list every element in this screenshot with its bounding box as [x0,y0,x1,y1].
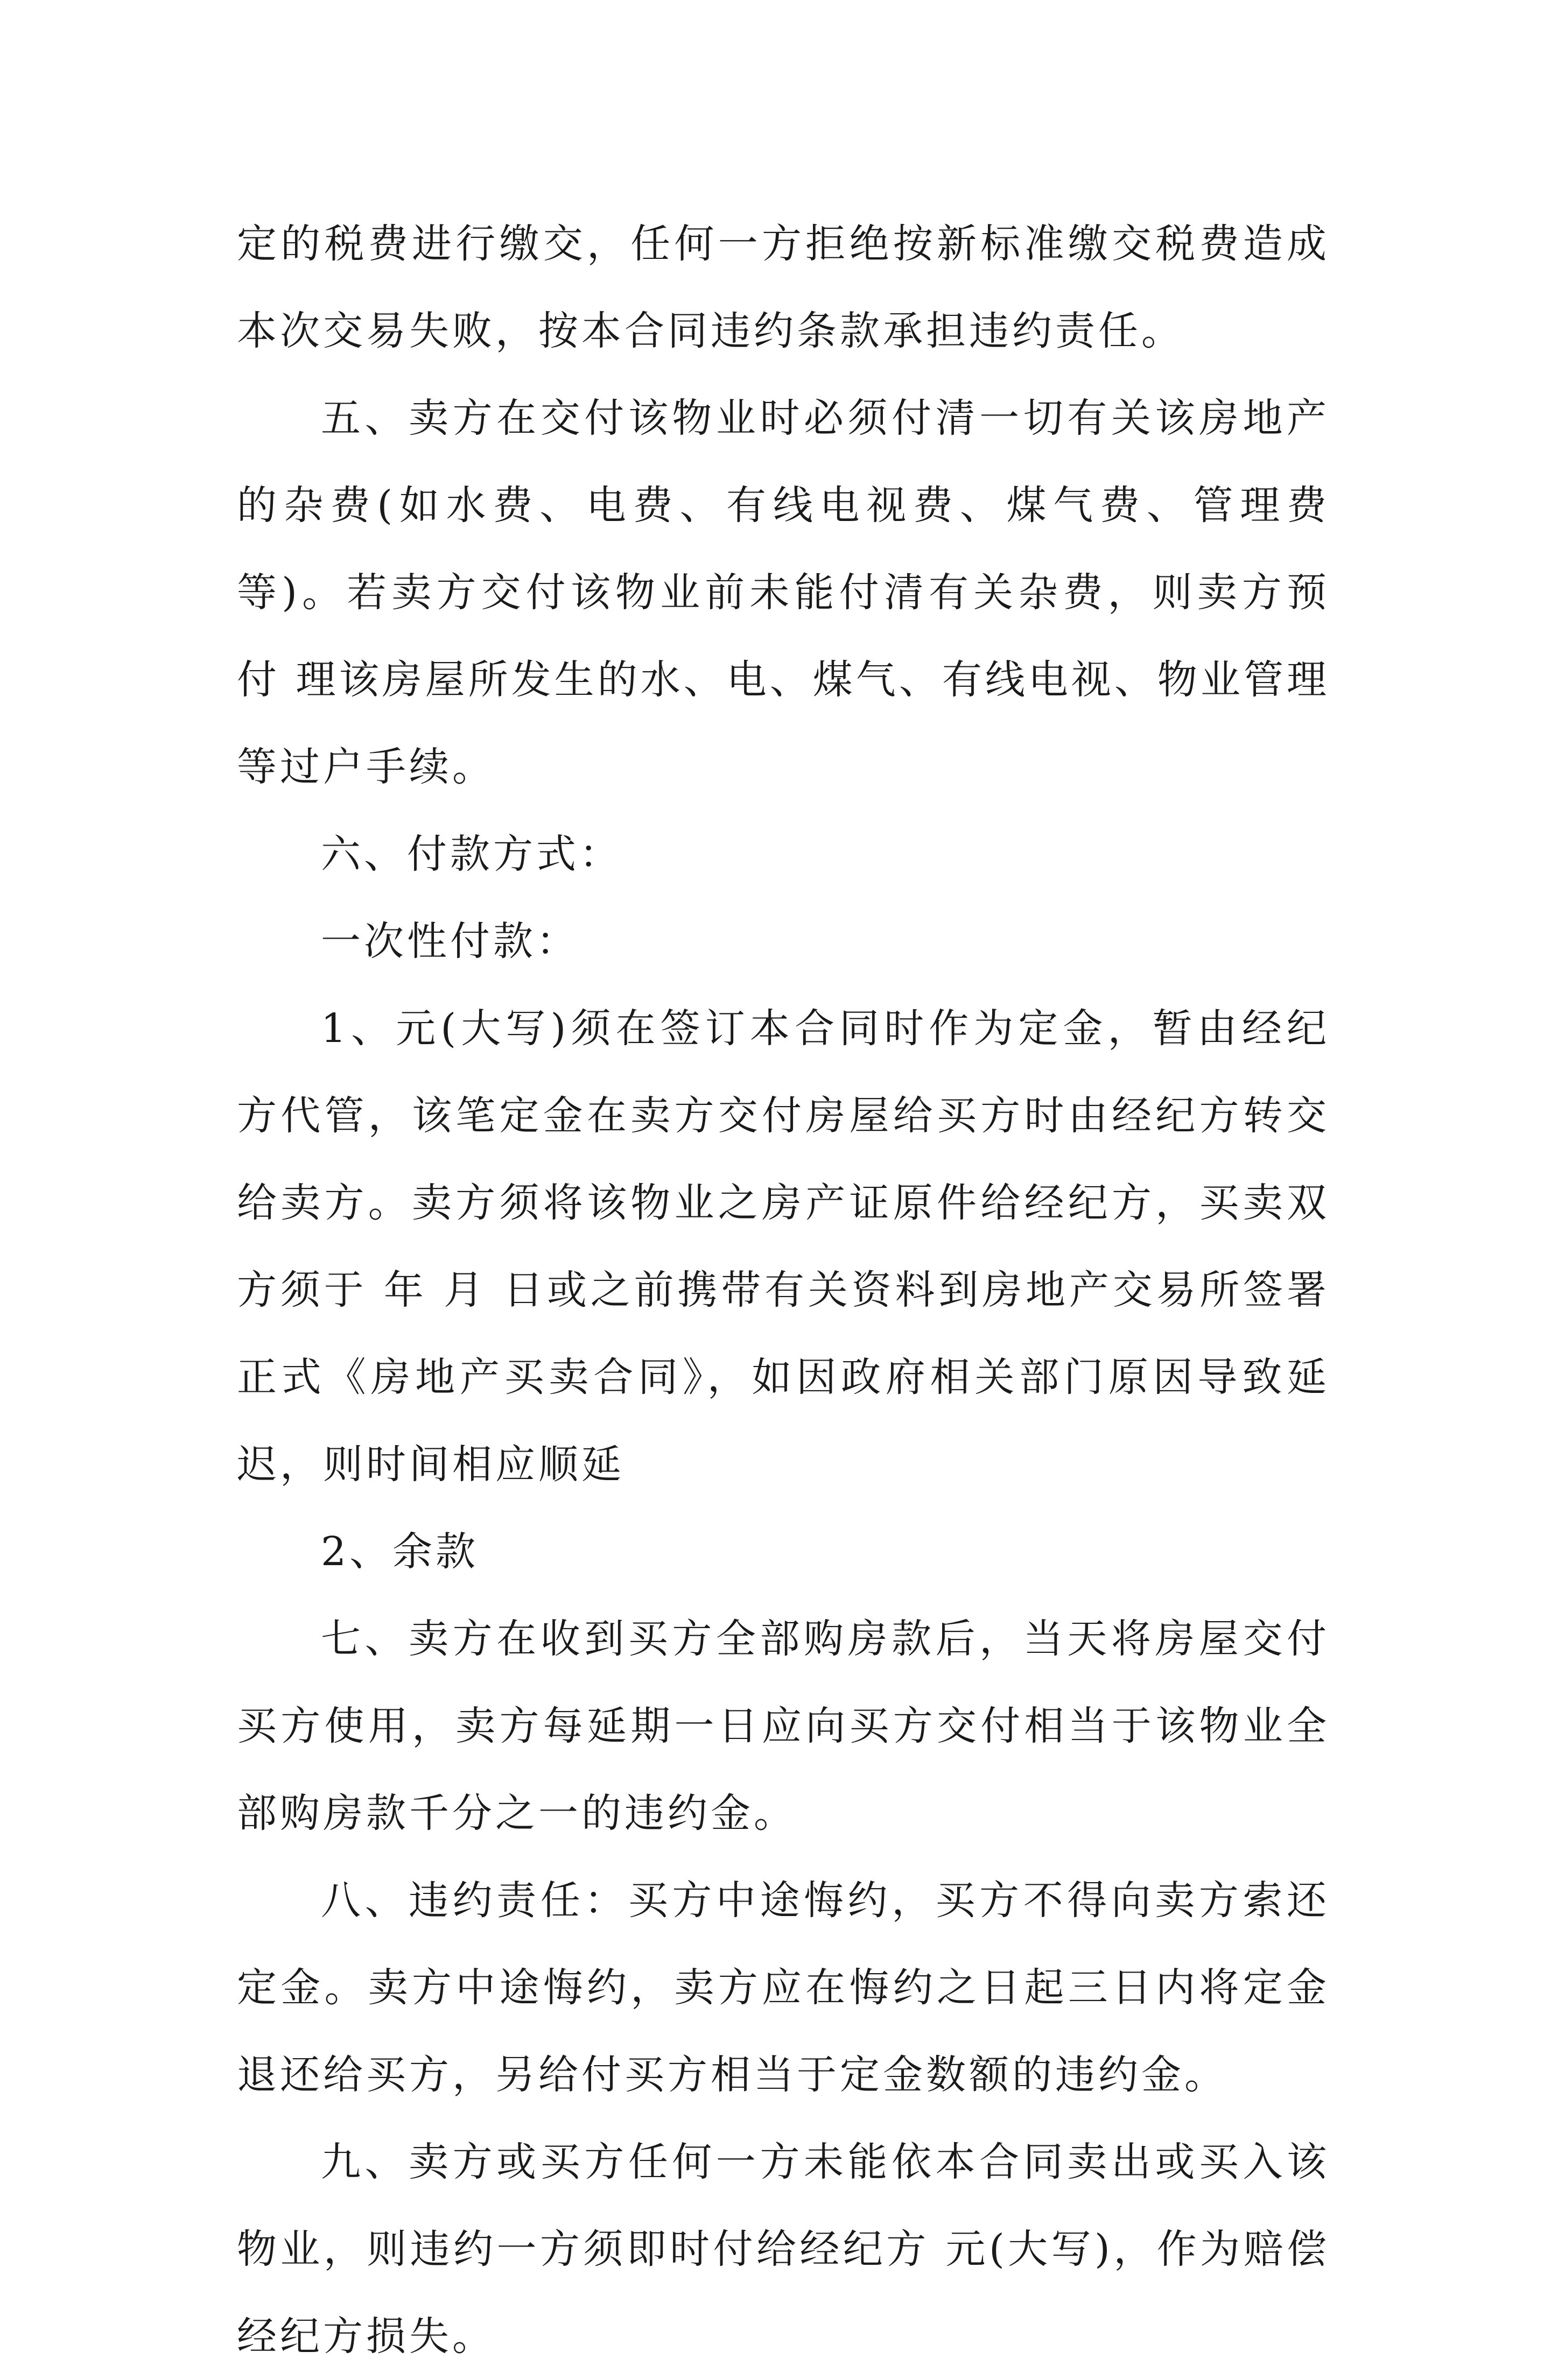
paragraph-clause-9: 九、卖方或买方任何一方未能依本合同卖出或买入该物业，则违约一方须即时付给经纪方 元(大写)，作为赔偿经纪方损失。 [237,2139,1330,2360]
paragraph-clause-8: 八、违约责任：买方中途悔约，买方不得向卖方索还定金。卖方中途悔约，卖方应在悔约之日起三日内将定金退还给买方，另给付买方相当于定金数额的违约金。 [237,1877,1330,2098]
contract-body [237,200,1330,2380]
paragraph-clause-7: 七、卖方在收到买方全部购房款后，当天将房屋交付买方使用，卖方每延期一日应向买方交付相当于该物业全部购房款千分之一的违约金。 [237,1616,1330,1836]
paragraph-clause-5: 五、卖方在交付该物业时必须付清一切有关该房地产的杂费(如水费、电费、有线电视费、煤气费、管理费等)。若卖方交付该物业前未能付清有关杂费，则卖方预付 理该房屋所发生的水、电、煤气、有线电视、物业管理等过户手续。 [237,395,1330,790]
paragraph-balance: 2、余款 [321,1529,479,1575]
paragraph-tax-continuation: 定的税费进行缴交，任何一方拒绝按新标准缴交税费造成本次交易失败，按本合同违约条款承担违约责任。 [237,221,1330,354]
paragraph-clause-6-heading: 六、付款方式： [321,831,622,877]
paragraph-deposit: 1、元(大写)须在签订本合同时作为定金，暂由经纪方代管，该笔定金在卖方交付房屋给买方时由经纪方转交给卖方。卖方须将该物业之房产证原件给经纪方，买卖双方须于 年 月 日或之前携带有关资料到房地产交易所签署正式《房地产买卖合同》，如因政府相关部门原因导致延迟，则时间相应顺延 [237,1005,1330,1488]
paragraph-lump-sum: 一次性付款： [321,918,579,964]
